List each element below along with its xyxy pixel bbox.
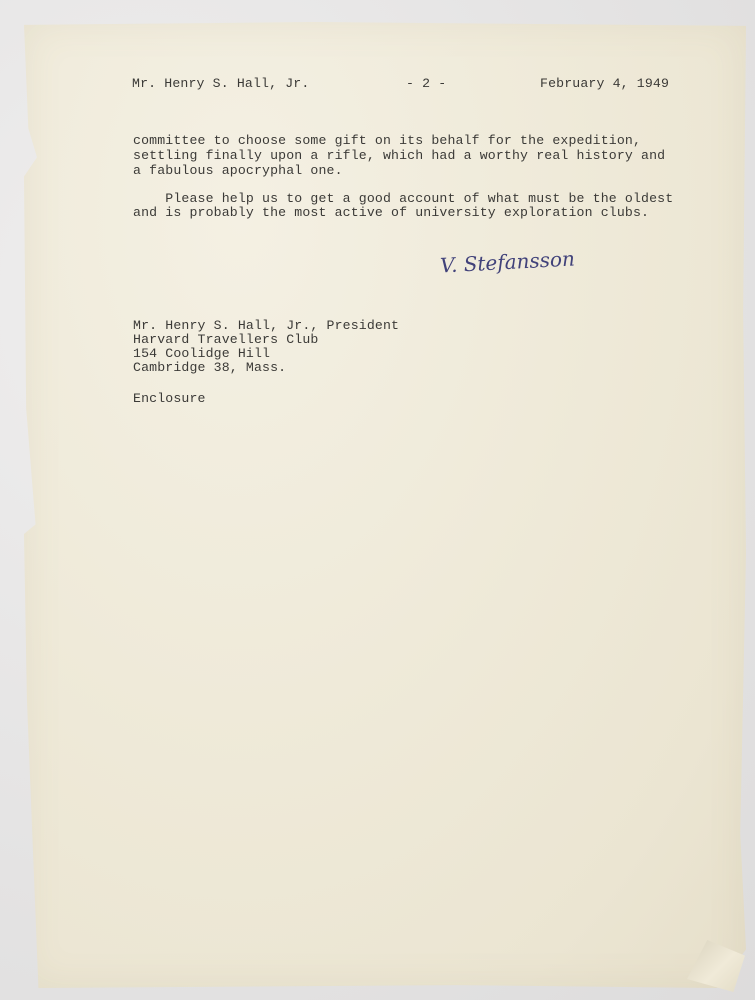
address-line3: 154 Coolidge Hill	[133, 346, 271, 361]
paragraph2-line2: and is probably the most active of university exploration clubs.	[133, 205, 650, 220]
paragraph2-line1: Please help us to get a good account of what must be the oldest	[133, 191, 674, 206]
signature: V. Stefansson	[439, 246, 576, 278]
address-line4: Cambridge 38, Mass.	[133, 360, 287, 375]
address-line2: Harvard Travellers Club	[133, 332, 319, 347]
letter-date: February 4, 1949	[540, 76, 670, 91]
page-number: - 2 -	[406, 76, 447, 91]
enclosure-note: Enclosure	[133, 391, 206, 406]
paragraph1-line3: a fabulous apocryphal one.	[133, 163, 343, 178]
header-addressee: Mr. Henry S. Hall, Jr.	[132, 76, 310, 91]
address-line1: Mr. Henry S. Hall, Jr., President	[133, 318, 400, 333]
paragraph1-line1: committee to choose some gift on its behalf for the expedition,	[133, 133, 642, 148]
paragraph1-line2: settling finally upon a rifle, which had a worthy real history and	[133, 148, 666, 163]
